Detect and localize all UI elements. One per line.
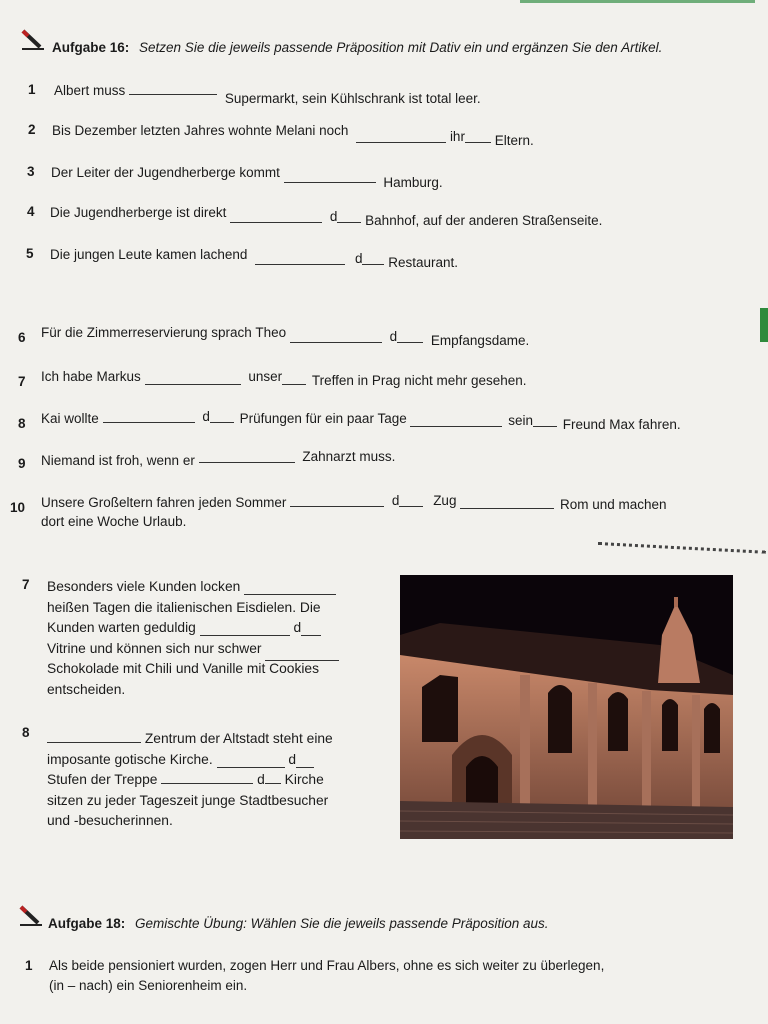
para-text: Kirche [284,772,324,787]
answer-blank[interactable] [399,494,423,507]
answer-blank[interactable] [362,252,384,265]
exercise-row [52,122,534,148]
task18-title: Aufgabe 18: [48,916,126,931]
answer-blank[interactable] [217,755,285,768]
section-divider [598,542,766,554]
answer-blank[interactable] [230,210,322,223]
exercise-row [41,449,396,468]
answer-blank[interactable] [290,330,382,343]
exercise-row [41,494,667,510]
row-text: Supermarkt, sein Kühlschrank ist total leer. [224,91,481,106]
para-text: d [293,620,302,635]
row-text: Zug [433,493,457,508]
item-number: 8 [18,416,26,431]
para-text: heißen Tagen die italienischen Eisdielen. Die [47,599,321,615]
exercise-paragraph [47,577,377,700]
row-text: d [354,251,363,266]
task16-title: Aufgabe 16: [52,40,130,55]
row-text: Bis Dezember letzten Jahres wohnte Melani noch [52,123,349,138]
row-text: Treffen in Prag nicht mehr gesehen. [311,373,527,388]
item-number: 5 [26,246,34,261]
para-text: d [257,772,265,787]
row-text: d [329,209,338,224]
page-edge-marker [760,308,768,342]
row-text: d [391,493,400,508]
task16-header [52,40,662,55]
exercise-row-continued: (in – nach) ein Seniorenheim ein. [49,978,248,993]
answer-blank[interactable] [410,414,502,427]
item-number: 1 [28,82,36,97]
answer-blank[interactable] [533,414,557,427]
answer-blank[interactable] [296,755,314,768]
exercise-paragraph [47,729,377,832]
exercise-row [51,164,443,190]
gothic-church-photo [400,575,733,839]
answer-blank[interactable] [161,771,253,784]
item-number: 9 [18,456,26,471]
exercise-row [50,246,459,270]
row-text: Ich habe Markus [41,369,141,384]
row-text: Niemand ist froh, wenn er [41,453,195,468]
task18-instruction: Gemischte Übung: Wählen Sie die jeweils passende Präposition aus. [135,916,549,931]
row-text: ihr [449,129,465,144]
exercise-row-continued: dort eine Woche Urlaub. [41,514,187,529]
pencil-icon [18,902,44,928]
para-text: imposante gotische Kirche. [47,751,213,767]
exercise-row [41,409,681,432]
item-number: 1 [25,958,33,973]
row-text: Kai wollte [41,411,99,426]
exercise-row [41,368,527,388]
answer-blank[interactable] [103,410,195,423]
pencil-icon [20,26,46,52]
item-number: 3 [27,164,35,179]
para-text: d [288,751,297,767]
exercise-row: Als beide pensioniert wurden, zogen Herr und Frau Albers, ohne es sich weiter zu überlegen, [49,958,605,973]
answer-blank[interactable] [199,450,295,463]
item-number: 10 [10,500,26,515]
row-text: unser [248,369,283,384]
row-text: Freund Max fahren. [562,417,681,432]
answer-blank[interactable] [129,82,217,95]
task18-header [48,916,549,931]
para-text: Kunden warten geduldig [47,620,196,635]
exercise-row [50,204,603,228]
answer-blank[interactable] [301,623,321,636]
answer-blank[interactable] [356,130,446,143]
item-number: 2 [28,122,36,137]
para-text: Schokolade mit Chili und Vanille mit Cookies [47,661,319,676]
answer-blank[interactable] [244,582,336,595]
row-text: Prüfungen für ein paar Tage [239,411,407,426]
row-text: d [202,409,210,424]
row-text: d [389,329,398,344]
item-number: 7 [22,577,30,592]
task16-instruction: Setzen Sie die jeweils passende Präposition mit Dativ ein und ergänzen Sie den Artikel. [139,40,663,55]
row-text: Zahnarzt muss. [302,449,396,464]
row-text: Die Jugendherberge ist direkt [50,205,227,220]
para-text: Besonders viele Kunden locken [47,579,241,594]
answer-blank[interactable] [47,730,141,743]
row-text: Bahnhof, auf der anderen Straßenseite. [365,213,603,228]
answer-blank[interactable] [282,372,306,385]
row-text: Empfangsdame. [430,333,530,348]
item-number: 6 [18,330,26,345]
row-text: Eltern. [494,133,534,148]
answer-blank[interactable] [255,252,345,265]
para-text: sitzen zu jeder Tageszeit junge Stadtbesucher [47,792,329,808]
item-number: 8 [22,725,30,740]
row-text: Rom und machen [559,497,667,512]
row-text: sein [508,413,534,428]
para-text: Stufen der Treppe [47,772,158,787]
row-text: Hamburg. [383,175,443,190]
para-text: Zentrum der Altstadt steht eine [144,731,333,746]
answer-blank[interactable] [265,648,339,661]
item-number: 7 [18,374,26,389]
row-text: Unsere Großeltern fahren jeden Sommer [41,495,287,510]
answer-blank[interactable] [145,372,241,385]
exercise-row [41,324,530,348]
answer-blank[interactable] [465,130,491,143]
row-text: Für die Zimmerreservierung sprach Theo [41,325,287,340]
answer-blank[interactable] [337,210,361,223]
para-text: Vitrine und können sich nur schwer [47,640,262,656]
answer-blank[interactable] [265,771,281,784]
answer-blank[interactable] [290,494,384,507]
para-text: und -besucherinnen. [47,813,173,828]
item-number: 4 [27,204,35,219]
row-text: Albert muss [54,83,126,98]
row-text: Die jungen Leute kamen lachend [50,247,248,262]
answer-blank[interactable] [460,496,554,509]
exercise-row [54,82,481,106]
row-text: Der Leiter der Jugendherberge kommt [51,165,280,180]
answer-blank[interactable] [210,410,234,423]
answer-blank[interactable] [284,170,376,183]
para-text: entscheiden. [47,681,126,697]
top-green-rule [520,0,755,3]
answer-blank[interactable] [200,623,290,636]
row-text: Restaurant. [388,255,459,270]
answer-blank[interactable] [397,330,423,343]
